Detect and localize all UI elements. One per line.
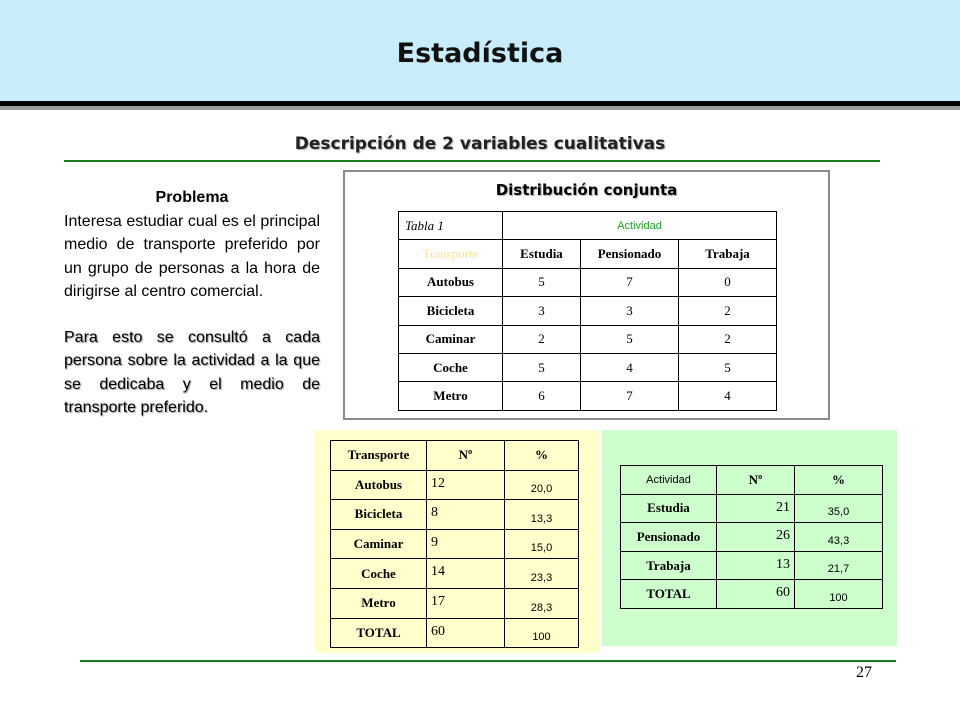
table-row [331, 588, 579, 618]
joint-distribution-box [343, 170, 830, 420]
column-header: Actividad [621, 466, 717, 495]
table-row [399, 297, 777, 325]
table-row [399, 268, 777, 296]
count-cell: 17 [427, 588, 505, 618]
count-cell: 8 [427, 500, 505, 530]
table-row [331, 529, 579, 559]
table-header-row [621, 466, 883, 495]
column-header: % [795, 466, 883, 495]
table-row [331, 559, 579, 589]
problem-paragraph-2: Para esto se consultó a cada persona sobre la actividad a la que se dedicaba y el medio de transporte preferido. [64, 328, 320, 416]
table-cell: 7 [581, 268, 679, 296]
row-label: Estudia [621, 494, 717, 523]
transport-label: Transporte [399, 240, 503, 268]
count-cell: 21 [717, 494, 795, 523]
row-label: TOTAL [331, 618, 427, 648]
table-row [331, 500, 579, 530]
column-header: Transporte [331, 441, 427, 471]
count-cell: 60 [717, 580, 795, 609]
joint-distribution-table [398, 211, 777, 411]
percent-cell: 23,3 [505, 559, 579, 589]
page-number: 27 [856, 664, 872, 681]
table-cell: 2 [679, 325, 777, 353]
table-cell: 0 [679, 268, 777, 296]
percent-cell: 20,0 [505, 470, 579, 500]
table-cell: 3 [503, 297, 581, 325]
table-cell: 4 [581, 353, 679, 381]
column-header: % [505, 441, 579, 471]
table-cell: 5 [581, 325, 679, 353]
column-header: Pensionado [581, 240, 679, 268]
table-row [621, 551, 883, 580]
count-cell: 9 [427, 529, 505, 559]
problem-paragraph-1: Interesa estudiar cual es el principal medio de transporte preferido por un grupo de personas a la hora de dirigirse al centro comercial. [64, 212, 320, 300]
table-total-row [331, 618, 579, 648]
row-label: Caminar [331, 529, 427, 559]
page-title: Estadística [396, 38, 564, 69]
table-cell: 5 [503, 268, 581, 296]
count-cell: 26 [717, 523, 795, 552]
percent-cell: 100 [795, 580, 883, 609]
table-caption-row [399, 212, 777, 240]
row-label: Caminar [399, 325, 503, 353]
transport-frequency-table [330, 440, 579, 648]
count-cell: 12 [427, 470, 505, 500]
percent-cell: 13,3 [505, 500, 579, 530]
percent-cell: 43,3 [795, 523, 883, 552]
table-row [399, 353, 777, 381]
row-label: Autobus [331, 470, 427, 500]
row-label: Bicicleta [331, 500, 427, 530]
problem-statement [64, 186, 320, 420]
percent-cell: 21,7 [795, 551, 883, 580]
row-label: Pensionado [621, 523, 717, 552]
percent-cell: 35,0 [795, 494, 883, 523]
table-header-row [399, 240, 777, 268]
row-label: Coche [399, 353, 503, 381]
table-caption: Tabla 1 [399, 212, 503, 240]
table-cell: 5 [679, 353, 777, 381]
top-divider [64, 160, 880, 162]
table-row [399, 325, 777, 353]
problem-heading: Problema [155, 189, 229, 206]
column-header: Nº [427, 441, 505, 471]
bottom-divider [80, 660, 896, 662]
count-cell: 14 [427, 559, 505, 589]
percent-cell: 28,3 [505, 588, 579, 618]
percent-cell: 15,0 [505, 529, 579, 559]
table-row [621, 494, 883, 523]
table-row [331, 470, 579, 500]
activity-label: Actividad [503, 212, 777, 240]
table-cell: 3 [581, 297, 679, 325]
row-label: Metro [399, 382, 503, 410]
row-label: Trabaja [621, 551, 717, 580]
table-header-row [331, 441, 579, 471]
row-label: Metro [331, 588, 427, 618]
activity-frequency-table [620, 465, 883, 609]
table-row [621, 523, 883, 552]
column-header: Estudia [503, 240, 581, 268]
row-label: Bicicleta [399, 297, 503, 325]
count-cell: 13 [717, 551, 795, 580]
table-cell: 7 [581, 382, 679, 410]
count-cell: 60 [427, 618, 505, 648]
joint-distribution-title: Distribución conjunta [495, 181, 678, 199]
table-row [399, 382, 777, 410]
row-label: Autobus [399, 268, 503, 296]
column-header: Trabaja [679, 240, 777, 268]
table-total-row [621, 580, 883, 609]
title-banner [0, 0, 960, 106]
table-cell: 5 [503, 353, 581, 381]
section-subtitle: Descripción de 2 variables cualitativas [294, 134, 666, 154]
table-cell: 4 [679, 382, 777, 410]
table-cell: 2 [679, 297, 777, 325]
table-cell: 6 [503, 382, 581, 410]
table-cell: 2 [503, 325, 581, 353]
row-label: Coche [331, 559, 427, 589]
percent-cell: 100 [505, 618, 579, 648]
column-header: Nº [717, 466, 795, 495]
row-label: TOTAL [621, 580, 717, 609]
